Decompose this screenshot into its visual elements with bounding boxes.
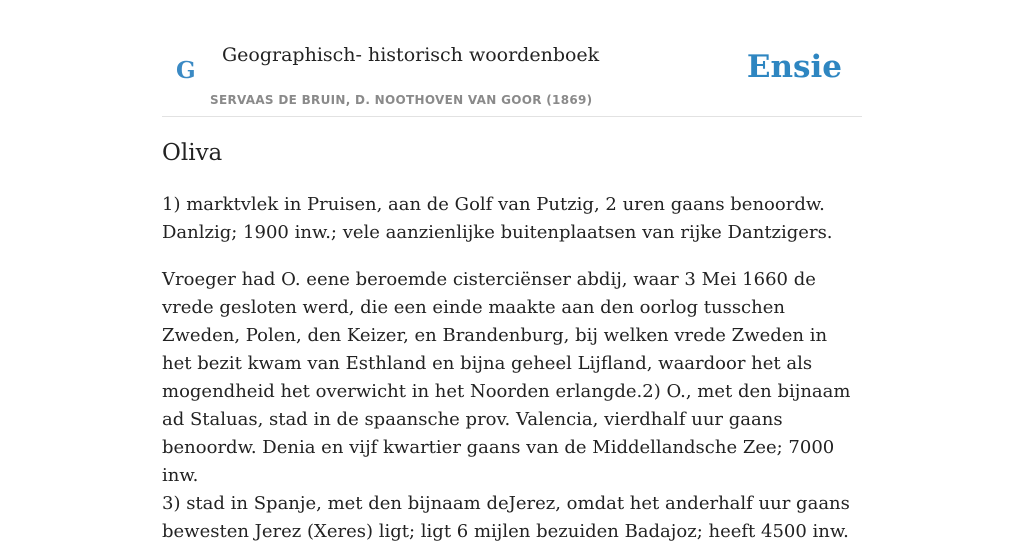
book-icon: G (176, 57, 196, 84)
entry-title: Oliva (162, 140, 223, 166)
entry-content (162, 136, 862, 546)
book-title[interactable]: Geographisch- historisch woordenboek (222, 44, 600, 66)
book-author: SERVAAS DE BRUIN, D. NOOTHOVEN VAN GOOR (1869) (210, 93, 593, 107)
entry-paragraph-1: 1) marktvlek in Pruisen, aan de Golf van Putzig, 2 uren gaans benoordw. Danlzig; 1900 inw.; vele aanzienlijke buitenplaatsen van rijke Dantzigers. (162, 194, 833, 243)
entry-paragraph-2: Vroeger had O. eene beroemde cisterciënser abdij, waar 3 Mei 1660 de vrede gesloten werd, die een einde maakte aan den oorlog tusschen Zweden, Polen, den Keizer, en Brandenburg, bij welken vrede Zweden in het bezit kwam van Esthland en bijna geheel Lijfland, waardoor het als mogendheid het overwicht in het Noorden erlangde.2) O., met den bijnaam ad Staluas, stad in de spaansche prov. Valencia, vierdhalf uur gaans benoordw. Denia en vijf kwartier gaans van de Middellandsche Zee; 7000 inw. (162, 269, 851, 486)
book-header (162, 0, 862, 117)
ensie-logo[interactable]: Ensie (746, 49, 842, 85)
entry-paragraph-3: 3) stad in Spanje, met den bijnaam deJerez, omdat het anderhalf uur gaans bewesten Jerez (Xeres) ligt; ligt 6 mijlen bezuiden Badajoz; heeft 4500 inw. (162, 493, 850, 542)
